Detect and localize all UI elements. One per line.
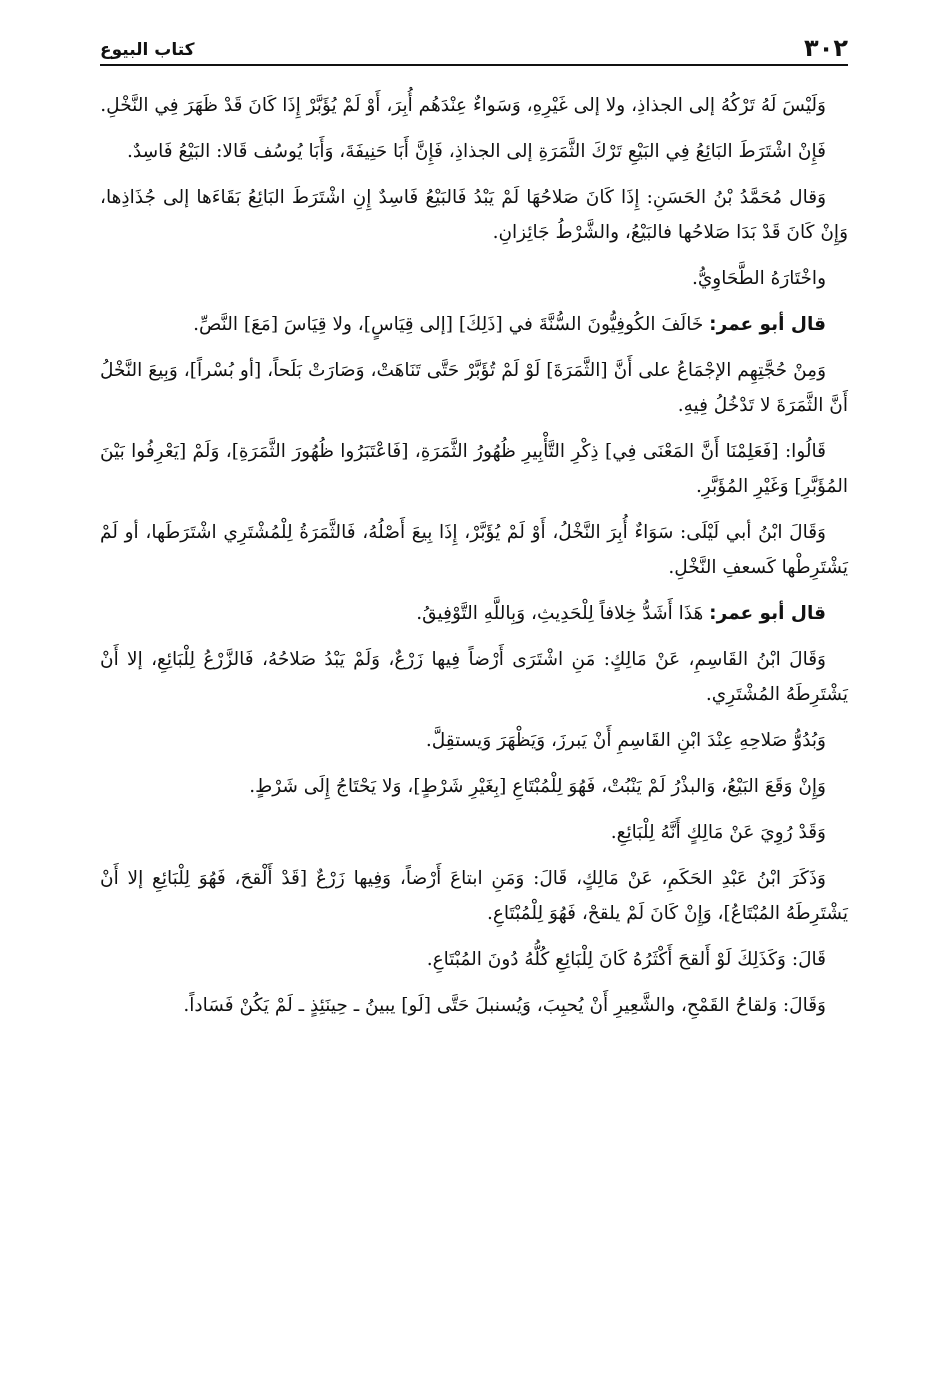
paragraph-text: وَقَدْ رُوِيَ عَنْ مَالِكٍ أَنَّهُ لِلْبَائِعِ. (610, 822, 826, 843)
paragraph (100, 261, 848, 296)
paragraph (100, 769, 848, 804)
paragraph (100, 180, 848, 250)
paragraph-text: خَالَفَ الكُوفِيُّونَ السُّنَّةَ في [ذَلِكَ] [إلى قِيَاسٍ]، ولا قِيَاسَ [مَعَ] النَّصِّ. (193, 314, 704, 335)
paragraph-text: وَقَالَ ابْنُ أبي لَيْلَى: سَوَاءٌ أُبِرَ النَّخْلُ، أَوْ لَمْ يُؤَبَّرْ، إِذَا بِيعَ أَصْلُهُ، فَالثَّمَرَةُ لِلْمُشْتَرِي اشْتَرَطَها، أو لَمْ يَشْتَرِطْها كَسعفِ النَّخْلِ. (100, 522, 848, 578)
paragraph-text: وَقَالَ: وَلقاحُ القَمْحِ، والشَّعِيرِ أَنْ يُحبِبَ، وَيُسنبلَ حَتَّى [لَو] يبينُ ـ حِينَئِذٍ ـ لَمْ يَكُنْ فَسَاداً. (183, 995, 826, 1016)
paragraph (100, 515, 848, 585)
paragraph (100, 434, 848, 504)
paragraph (100, 88, 848, 123)
paragraph (100, 861, 848, 931)
paragraph (100, 642, 848, 712)
paragraph (100, 134, 848, 169)
paragraph (100, 353, 848, 423)
paragraph (100, 307, 848, 342)
page-number: ٣٠٢ (804, 34, 848, 62)
body-text (100, 88, 848, 1023)
paragraph-text: وَقَالَ ابْنُ القَاسِمِ، عَنْ مَالِكٍ: مَنِ اشْتَرَى أَرْضاً فِيها زَرْعٌ، وَلَمْ يَبْدُ صَلاحُهُ، فَالزَّرْعُ لِلْبَائِعِ، إلا أَنْ يَشْتَرِطَهُ المُشْتَرِي. (100, 649, 848, 705)
paragraph (100, 596, 848, 631)
paragraph-lead: قال أبو عمر: (709, 314, 826, 335)
paragraph-text: واخْتَارَهُ الطَّحَاوِيُّ. (691, 268, 826, 289)
book-page (100, 26, 848, 1034)
paragraph-text: قَالَ: وَكَذَلِكَ لَوْ أَلقحَ أَكْثَرُهُ كَانَ لِلْبَائِعِ كُلُّهُ دُونَ المُبْتَاعِ. (426, 949, 826, 970)
paragraph-text: قَالُوا: [فَعَلِمْنَا أَنَّ المَعْنَى فِي] ذِكْرِ التَّأْبِيرِ ظُهُورُ الثَّمَرَةِ، [فَاعْتَبَرُوا ظُهُورَ الثَّمَرَةِ]، وَلَمْ [يَعْرِفُوا بَيْنَ المُؤَبَّرِ] وَغَيْرِ المُؤَبَّرِ. (100, 441, 848, 497)
paragraph-text: وَبُدُوُّ صَلاحِهِ عِنْدَ ابْنِ القَاسِمِ أَنْ يَبرزَ، وَيَظْهَرَ وَيستقِلَّ. (425, 730, 826, 751)
paragraph-text: هَذَا أَشَدُّ خِلافاً لِلْحَدِيثِ، وَبِاللَّهِ التَّوْفِيقُ. (416, 603, 704, 624)
running-header (100, 26, 848, 66)
paragraph-text: وَقال مُحَمَّدُ بْنُ الحَسَنِ: إِذَا كَانَ صَلاحُهَا لَمْ يَبْدُ فَالبَيْعُ فَاسِدٌ إِنِ اشْتَرَطَ البَائِعُ بَقَاءَها إلى جُذَاذِها، وَإِنْ كَانَ قَدْ بَدَا صَلاحُها فالبَيْعُ، والشَّرْطُ جَائِزانِ. (100, 187, 848, 243)
paragraph (100, 988, 848, 1023)
paragraph-text: فَإِنْ اشْتَرَطَ البَائِعُ فِي البَيْعِ تَرْكَ الثَّمَرَةِ إلى الجذاذِ، فَإِنَّ أَبَا حَنِيفَةَ، وَأَبَا يُوسُف قَالا: البَيْعُ فَاسِدٌ. (127, 141, 826, 162)
paragraph (100, 815, 848, 850)
paragraph-text: وَذَكَرَ ابْنُ عَبْدِ الحَكَمِ، عَنْ مَالِكٍ، قَالَ: وَمَنِ ابتاعَ أَرْضاً، وَفِيها زَرْعٌ [قَدْ أَلْقحَ، فَهُوَ لِلْبَائِعِ إلا أَنْ يَشْتَرِطَهُ المُبْتَاعُ]، وَإِنْ كَانَ لَمْ يلقحْ، فَهُوَ لِلْمُبْتَاعِ. (100, 868, 848, 924)
paragraph-lead: قال أبو عمر: (709, 603, 826, 624)
paragraph (100, 723, 848, 758)
paragraph-text: وَإِنْ وَقَعَ البَيْعُ، وَالبذْرُ لَمْ يَنْبُتْ، فَهُوَ لِلْمُبْتَاعِ [بِغَيْرِ شَرْطٍ]، وَلا يَحْتَاجُ إِلَى شَرْطٍ. (249, 776, 826, 797)
paragraph-text: وَمِنْ حُجَّتِهِم الإجْمَاعُ على أَنَّ [الثَّمَرَةَ] لَوْ لَمْ تُؤَبَّرْ حَتَّى تَنَاهَتْ، وَصَارَتْ بَلَحاً، [أو بُسْراً]، وَبِيعَ النَّخْلُ أَنَّ الثَّمَرَةَ لا تَدْخُلُ فِيهِ. (100, 360, 848, 416)
paragraph (100, 942, 848, 977)
book-title: كتاب البيوع (100, 40, 195, 60)
paragraph-text: وَلَيْسَ لَهُ تَرْكُهُ إلى الجذاذِ، ولا إلى غَيْرِهِ، وَسَواءٌ عِنْدَهُم أُبِرَ، أَوْ لَمْ يُؤَبَّرْ إِذَا كَانَ قَدْ ظَهَرَ فِي النَّخْلِ. (100, 95, 826, 116)
